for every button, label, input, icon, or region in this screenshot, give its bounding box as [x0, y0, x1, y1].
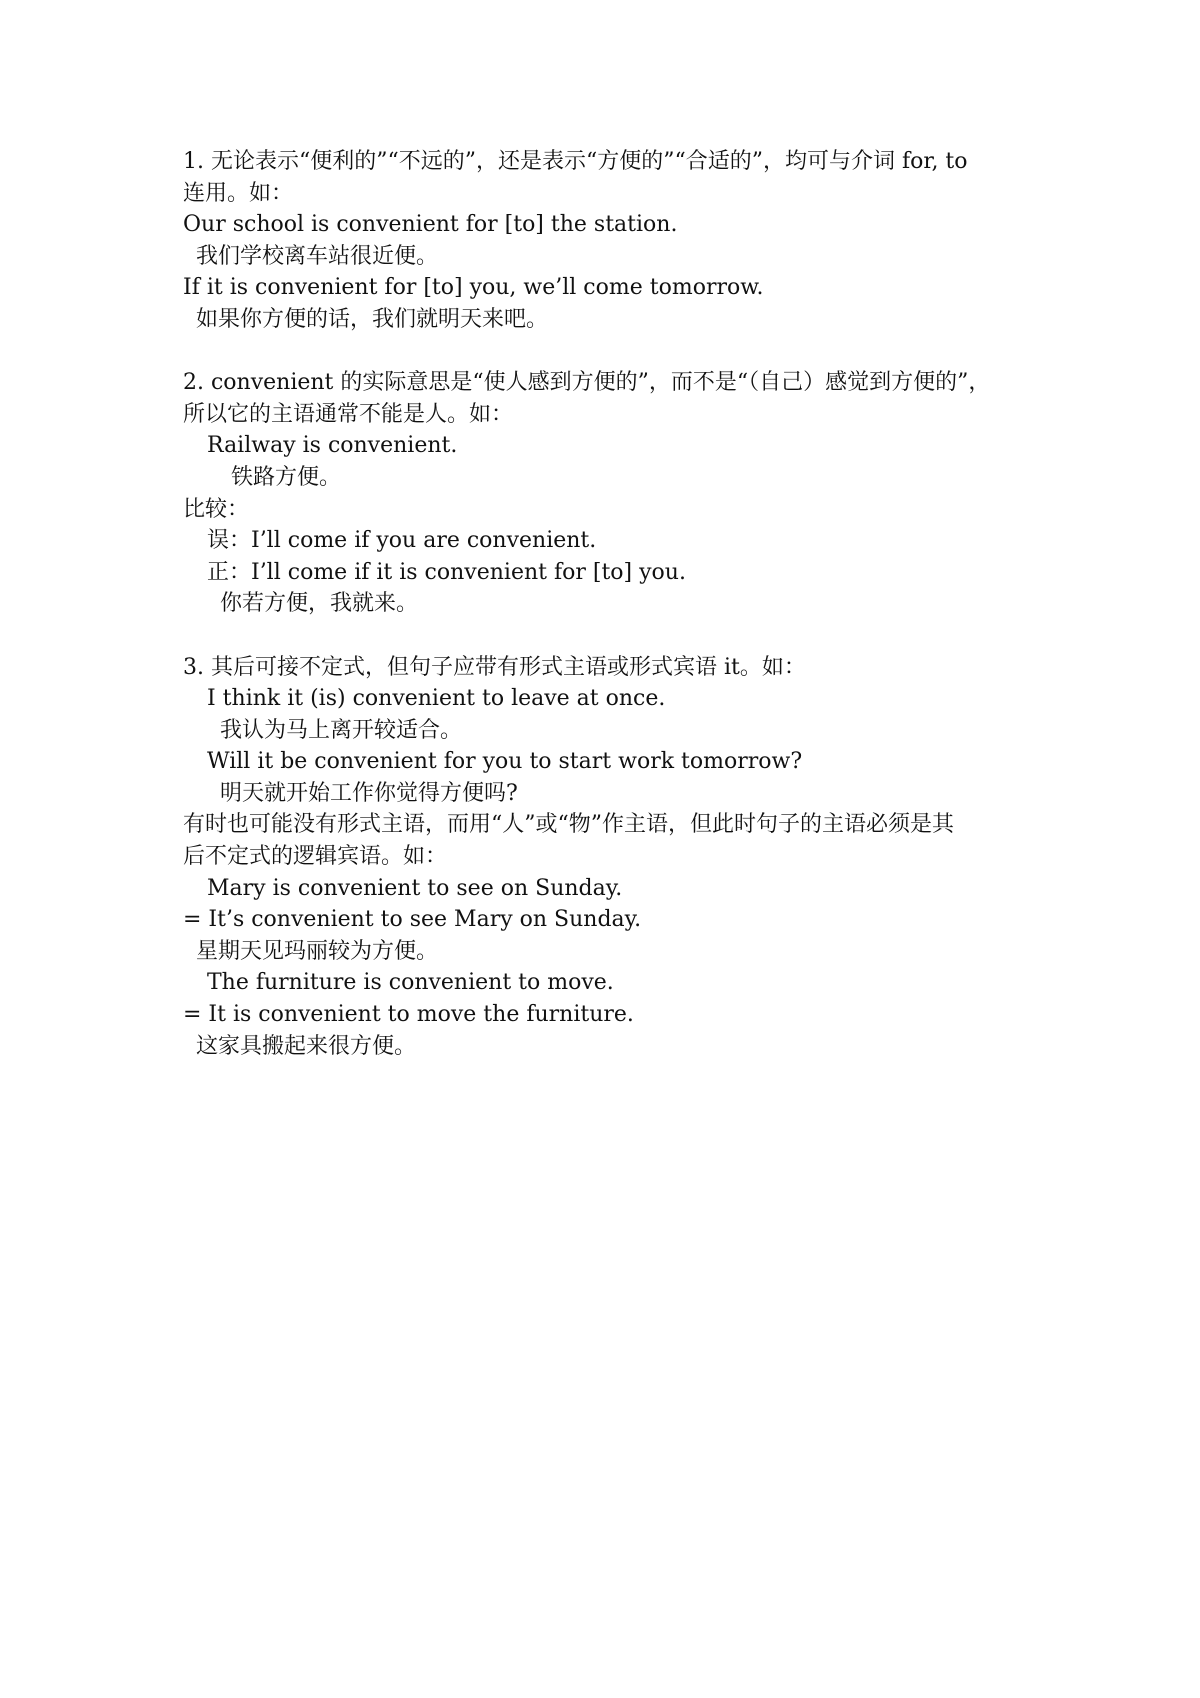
- document-body: [183, 146, 1043, 1062]
- wrong-example: 误：I’ll come if you are convenient.: [207, 528, 597, 554]
- equivalent-sentence: = It is convenient to move the furniture.: [183, 1002, 634, 1028]
- compare-label: 比较：: [183, 496, 250, 522]
- example-sentence: Mary is convenient to see on Sunday.: [207, 875, 623, 901]
- example-translation: 你若方便，我就来。: [220, 591, 419, 617]
- example-translation: 明天就开始工作你觉得方便吗?: [220, 780, 518, 806]
- section-1-heading-line-2: 连用。如：: [183, 180, 294, 206]
- section-2-heading-line-1: 2. convenient 的实际意思是“使人感到方便的”，而不是“（自己）感觉到方便的”，: [183, 370, 991, 396]
- section-1-heading-line-1: 1. 无论表示“便利的”“不远的”，还是表示“方便的”“合适的”，均可与介词 for, to: [183, 149, 968, 174]
- example-translation: 这家具搬起来很方便。: [196, 1033, 417, 1059]
- note-line-2: 后不定式的逻辑宾语。如：: [183, 844, 448, 870]
- section-1: [183, 146, 1043, 336]
- example-translation: 我们学校离车站很近便。: [196, 243, 439, 269]
- section-3: [183, 652, 1043, 1063]
- example-sentence: Railway is convenient.: [207, 433, 458, 459]
- section-3-heading: 3. 其后可接不定式，但句子应带有形式主语或形式宾语 it。如：: [183, 654, 806, 680]
- example-sentence: Will it be convenient for you to start work tomorrow?: [207, 749, 803, 775]
- example-sentence: Our school is convenient for [to] the station.: [183, 212, 678, 238]
- example-sentence: If it is convenient for [to] you, we’ll come tomorrow.: [183, 275, 764, 301]
- paragraph-gap: [183, 336, 1043, 368]
- section-2-heading-line-2: 所以它的主语通常不能是人。如：: [183, 401, 514, 427]
- example-translation: 铁路方便。: [231, 464, 342, 490]
- note-line-1: 有时也可能没有形式主语，而用“人”或“物”作主语，但此时句子的主语必须是其: [183, 812, 954, 838]
- example-sentence: I think it (is) convenient to leave at once.: [207, 686, 666, 712]
- example-translation: 如果你方便的话，我们就明天来吧。: [196, 306, 549, 332]
- equivalent-sentence: = It’s convenient to see Mary on Sunday.: [183, 907, 642, 933]
- example-translation: 我认为马上离开较适合。: [220, 717, 463, 743]
- example-sentence: The furniture is convenient to move.: [207, 970, 614, 996]
- section-2: [183, 367, 1043, 620]
- correct-example: 正：I’ll come if it is convenient for [to] you.: [207, 559, 686, 585]
- example-translation: 星期天见玛丽较为方便。: [196, 938, 439, 964]
- paragraph-gap: [183, 620, 1043, 652]
